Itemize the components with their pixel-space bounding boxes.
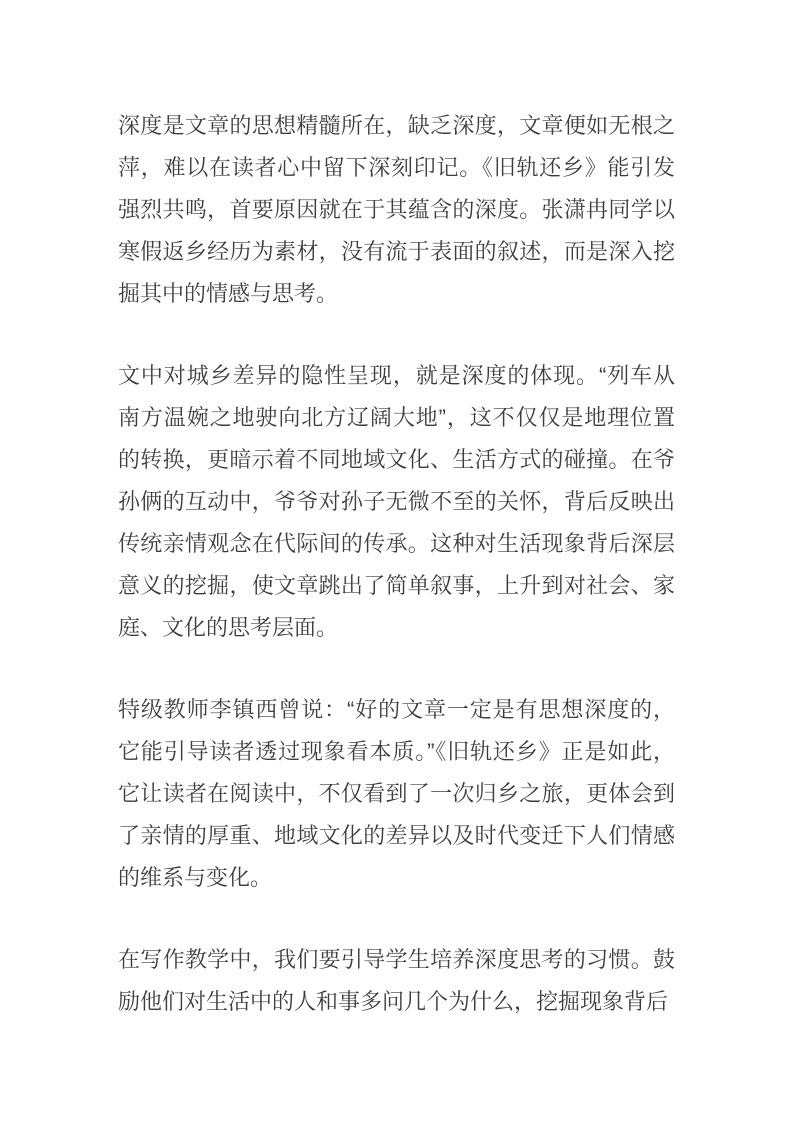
paragraph-urban-rural-contrast: 文中对城乡差异的隐性呈现，就是深度的体现。“列车从南方温婉之地驶向北方辽阔大地”，这不仅仅是地理位置的转换，更暗示着不同地域文化、生活方式的碰撞。在爷孙俩的互动中，爷爷对孙子无微不至的关怀，背后反映出传统亲情观念在代际间的传承。这种对生活现象背后深层意义的挖掘，使文章跳出了简单叙事，上升到对社会、家庭、文化的思考层面。 [118, 363, 675, 640]
paragraph-writing-teaching: 在写作教学中，我们要引导学生培养深度思考的习惯。鼓励他们对生活中的人和事多问几个为什么，挖掘现象背后 [118, 947, 675, 1014]
paragraph-teacher-quote: 特级教师李镇西曾说：“好的文章一定是有思想深度的，它能引导读者透过现象看本质。”《旧轨还乡》正是如此，它让读者在阅读中，不仅看到了一次归乡之旅，更体会到了亲情的厚重、地域文化的差异以及时代变迁下人们情感的维系与变化。 [118, 697, 675, 890]
paragraph-depth-intro: 深度是文章的思想精髓所在，缺乏深度，文章便如无根之萍，难以在读者心中留下深刻印记。《旧轨还乡》能引发强烈共鸣，首要原因就在于其蕴含的深度。张潇冉同学以寒假返乡经历为素材，没有流于表面的叙述，而是深入挖掘其中的情感与思考。 [118, 113, 675, 306]
